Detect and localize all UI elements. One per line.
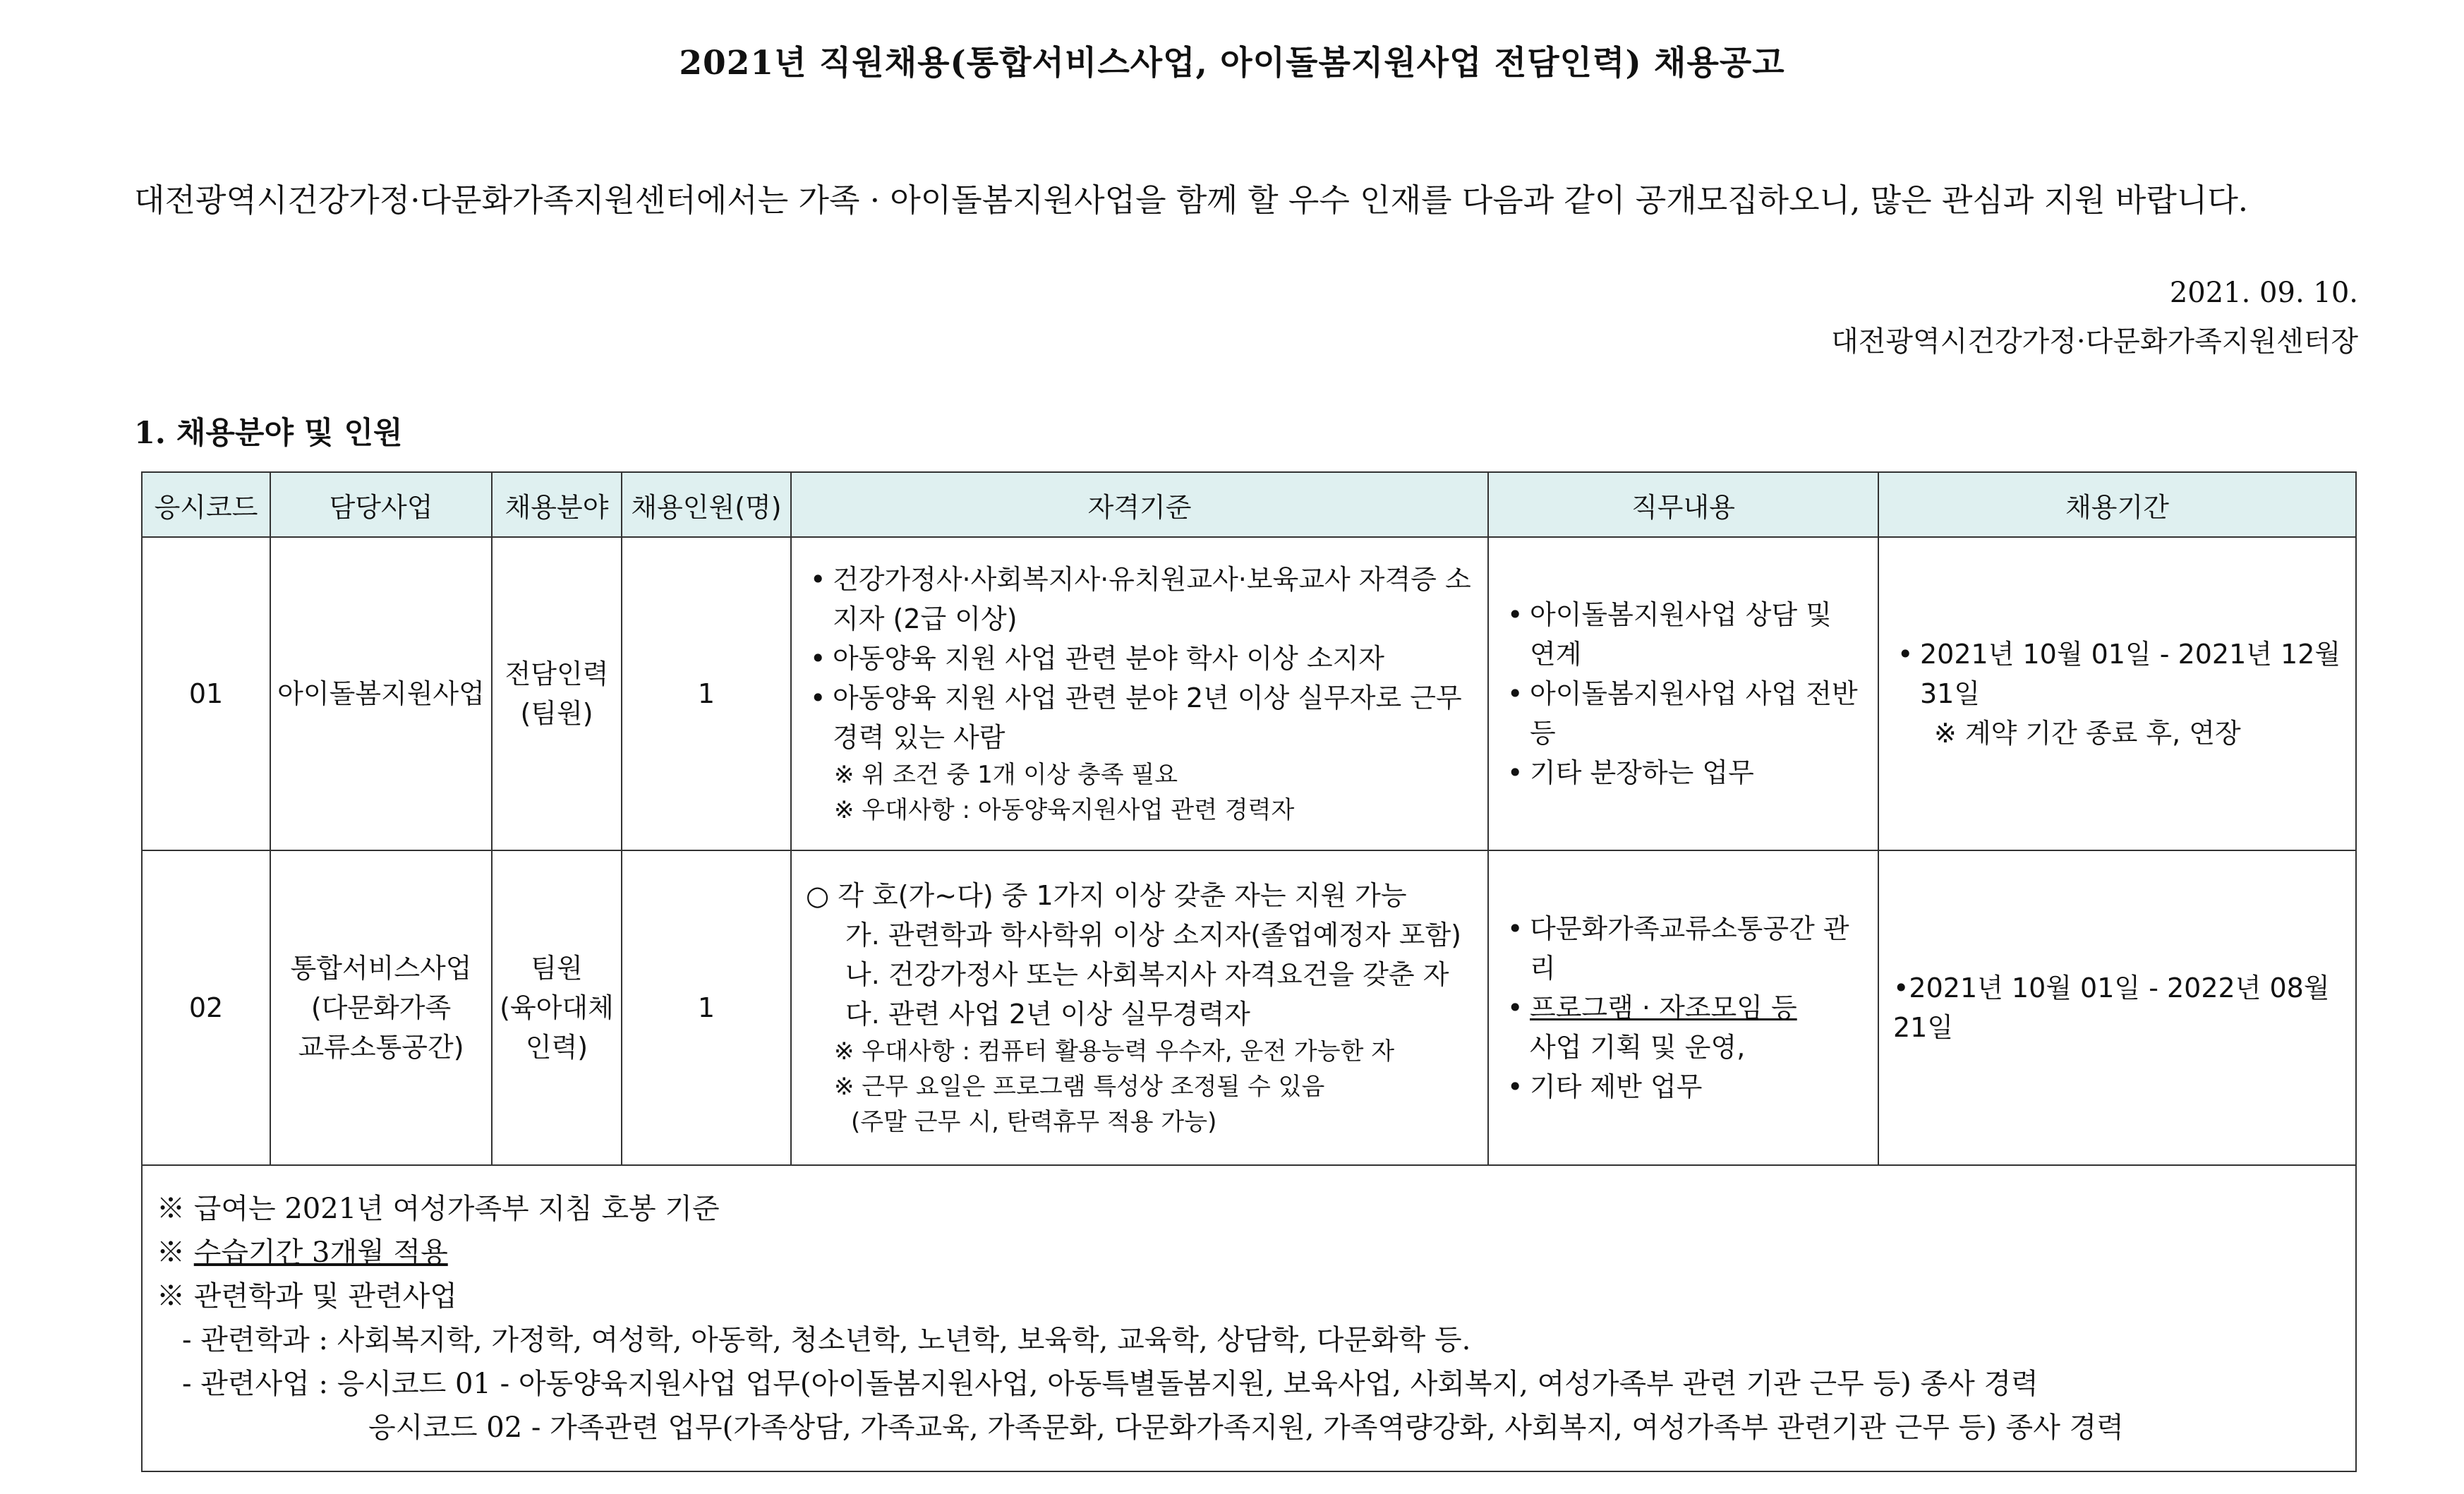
field-line: (팀원) [520, 698, 593, 729]
qualification-item: • 아동양육 지원 사업 관련 분야 2년 이상 실무자로 근무 경력 있는 사람 [806, 678, 1473, 757]
qualification-note: ※ 근무 요일은 프로그램 특성상 조정될 수 있음 [834, 1073, 1325, 1101]
row-field [492, 537, 622, 850]
qualification-note: ※ 우대사항 : 컴퓨터 활용능력 우수자, 운전 가능한 자 [834, 1037, 1395, 1066]
duty-item [1503, 988, 1864, 1067]
field-line: (육아대체 [500, 992, 614, 1023]
qualification-lead: ○ 각 호(가~다) 중 1가지 이상 갖춘 자는 지원 가능 [806, 880, 1407, 911]
probation-note: 수습기간 3개월 적용 [193, 1236, 448, 1269]
note-line: - 관련학과 : 사회복지학, 가정학, 여성학, 아동학, 청소년학, 노년학, 보육학, 교육학, 상담학, 다문화학 등. [182, 1324, 1471, 1356]
section-heading: 1. 채용분야 및 인원 [134, 416, 403, 451]
field-line: 전담인력 [505, 658, 609, 689]
header-duties: 직무내용 [1488, 472, 1878, 537]
project-line: 통합서비스사업 [290, 953, 472, 984]
duty-item: • 다문화가족교류소통공간 관리 [1503, 909, 1864, 988]
qualification-note: ※ 위 조건 중 1개 이상 충족 필요 [834, 761, 1178, 789]
qualification-note: ※ 우대사항 : 아동양육지원사업 관련 경력자 [834, 796, 1295, 824]
notes-row [142, 1165, 2356, 1471]
header-count: 채용인원(명) [622, 472, 791, 537]
note-prefix: ※ [157, 1236, 194, 1269]
field-line: 인력) [525, 1032, 588, 1063]
qualification-item: 다. 관련 사업 2년 이상 실무경력자 [845, 999, 1250, 1030]
row-field [492, 850, 622, 1165]
table-row [142, 537, 2356, 850]
row-count: 1 [622, 850, 791, 1165]
qualification-item: 나. 건강가정사 또는 사회복지사 자격요건을 갖춘 자 [845, 959, 1449, 990]
page-title: 2021년 직원채용(통합서비스사업, 아이돌봄지원사업 전담인력) 채용공고 [679, 44, 1785, 83]
row-qualification [791, 537, 1488, 850]
header-project: 담당사업 [270, 472, 492, 537]
field-line: 팀원 [531, 953, 583, 984]
header-period: 채용기간 [1878, 472, 2356, 537]
row-project [270, 850, 492, 1165]
row-count: 1 [622, 537, 791, 850]
duty-item: • 기타 제반 업무 [1503, 1067, 1864, 1107]
row-duties [1488, 537, 1878, 850]
note-line: 응시코드 02 - 가족관련 업무(가족상담, 가족교육, 가족문화, 다문화가족지원, 가족역량강화, 사회복지, 여성가족부 관련기관 근무 등) 종사 경력 [368, 1411, 2124, 1444]
row-duties [1488, 850, 1878, 1165]
qualification-item: • 건강가정사·사회복지사·유치원교사·보육교사 자격증 소지자 (2급 이상) [806, 560, 1473, 639]
note-line: ※ 급여는 2021년 여성가족부 지침 호봉 기준 [157, 1193, 720, 1225]
header-qualification: 자격기준 [791, 472, 1488, 537]
duty-item: • 기타 분장하는 업무 [1503, 753, 1864, 793]
notes-cell [142, 1165, 2356, 1471]
row-code: 02 [142, 850, 270, 1165]
period-note: ※ 계약 기간 종료 후, 연장 [1934, 718, 2241, 749]
header-field: 채용분야 [492, 472, 622, 537]
duty-item: • 아이돌봄지원사업 사업 전반 등 [1503, 674, 1864, 753]
row-period: •2021년 10월 01일 - 2022년 08월 21일 [1878, 850, 2356, 1165]
note-line [157, 1231, 2341, 1275]
duty-line: 프로그램 · 자조모임 등 [1530, 992, 1797, 1023]
period-range: • 2021년 10월 01일 - 2021년 12월 31일 [1893, 634, 2341, 713]
duty-line: 사업 기획 및 운영, [1530, 1032, 1746, 1063]
note-line: ※ 관련학과 및 관련사업 [157, 1280, 457, 1313]
duty-item: • 아이돌봄지원사업 상담 및 연계 [1503, 595, 1864, 674]
table-header-row [142, 472, 2356, 537]
project-line: (다문화가족 [310, 992, 452, 1023]
row-period [1878, 537, 2356, 850]
row-qualification [791, 850, 1488, 1165]
qualification-note: (주말 근무 시, 탄력휴무 적용 가능) [851, 1108, 1217, 1136]
announcement-date: 2021. 09. 10. [2169, 277, 2358, 309]
qualification-item: • 아동양육 지원 사업 관련 분야 학사 이상 소지자 [806, 639, 1473, 678]
row-project: 아이돌봄지원사업 [270, 537, 492, 850]
row-code: 01 [142, 537, 270, 850]
recruitment-table [141, 471, 2357, 1472]
intro-paragraph: 대전광역시건강가정·다문화가족지원센터에서는 가족 · 아이돌봄지원사업을 함께 할 우수 인재를 다음과 같이 공개모집하오니, 많은 관심과 지원 바랍니다. [134, 181, 2249, 219]
table-row [142, 850, 2356, 1165]
signature: 대전광역시건강가정·다문화가족지원센터장 [1831, 325, 2358, 358]
project-line: 교류소통공간) [298, 1032, 464, 1063]
header-code: 응시코드 [142, 472, 270, 537]
note-line: - 관련사업 : 응시코드 01 - 아동양육지원사업 업무(아이돌봄지원사업, 아동특별돌봄지원, 보육사업, 사회복지, 여성가족부 관련 기관 근무 등) 종사 경력 [182, 1368, 2039, 1400]
qualification-item: 가. 관련학과 학사학위 이상 소지자(졸업예정자 포함) [845, 920, 1461, 951]
